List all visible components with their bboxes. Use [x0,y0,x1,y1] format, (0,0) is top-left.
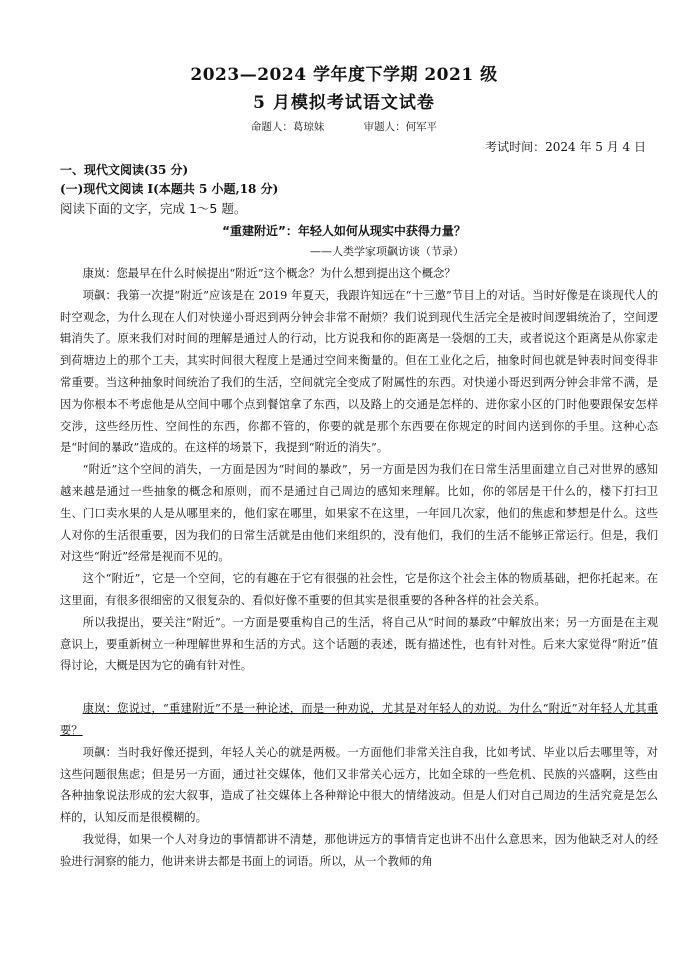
paragraph: 康岚：您最早在什么时候提出“附近”这个概念？为什么想到提出这个概念？ [82,267,456,280]
article-body [60,263,658,873]
instruction-text: 阅读下面的文字，完成 1～5 题。 [60,201,247,216]
reviewer-label: 审题人：何军平 [363,121,438,133]
paragraph: 我觉得，如果一个人对身边的事情都讲不清楚，那他讲远方的事情肯定也讲不出什么意思来，因为他缺乏对人的经验进行洞察的能力，他讲来讲去都是书面上的词语。所以，从一个教师的角 [60,832,658,868]
paragraph: 项飙：当时我好像还提到，年轻人关心的就是两极。一方面他们非常关注自我，比如考试、毕业以后去哪里等，对这些问题很焦虑；但是另一方面，通过社交媒体，他们又非常关心远方，比如全球的一些危机、民族的兴盛啊，这些由各种抽象说法形成的宏大叙事，造成了社交媒体上各种辩论中很大的情绪波动。但是人们对自己周边的生活究竟是怎么样的，认知反而是很模糊的。 [60,745,658,825]
exam-title: 2023—2024 学年度下学期 2021 级 [190,65,498,85]
author-label: 命题人：葛琼妹 [250,121,325,133]
paragraph: 项飙：我第一次提“附近”应该是在 2019 年夏天，我跟许知远在“十三邀”节目上的对话。当时好像是在谈现代人的时空观念，为什么现在人们对快递小哥迟到两分钟会非常不耐烦？我们说到现代生活完全是被时间逻辑统治了，空间逻辑消失了。原来我们对时间的理解是通过人的行动，比方说我和你的距离是一袋烟的工夫，或者说这个距离是从你家走到荷塘边上的那个工夫，其实时间很大程度上是通过空间来衡量的。但在工业化之后，抽象时间也就是钟表时间变得非常重要。当这种抽象时间统治了我们的生活，空间就完全变成了附属性的东西。对快递小哥迟到两分钟会非常不满，是因为你根本不考虑他是从空间中哪个点到餐馆拿了东西，以及路上的交通是怎样的、进你家小区的门时他要跟保安怎样交涉，这些经历性、空间性的东西，你都不管的，你要的就是那个东西要在你规定的时间内送到你的手里。这种心态是“时间的暴政”造成的。在这样的场景下，我提到“附近的消失”。 [60,288,658,455]
exam-subtitle: 5 月模拟考试语文试卷 [253,93,435,113]
article-title: “重建附近”：年轻人如何从现实中获得力量？ [222,224,466,238]
section-heading: 一、现代文阅读(35 分) [60,163,189,177]
paragraph: “附近”这个空间的消失，一方面是因为“时间的暴政”，另一方面是因为我们在日常生活里面建立自己对世界的感知越来越是通过一些抽象的概念和原则，而不是通过自己周边的感知来理解。比如，你的邻居是干什么的，楼下打扫卫生、门口卖水果的人是从哪里来的，他们家在哪里，如果家不在这里，一年回几次家，他们的焦虑和梦想是什么。这些人对你的生活很重要，因为我们的日常生活就是由他们来组织的，没有他们，我们的生活不能够正常运行。但是，我们对这些“附近”经常是视而不见的。 [60,463,658,564]
subsection-heading: (一)现代文阅读 I(本题共 5 小题,18 分) [60,182,279,196]
paragraph: 所以我提出，要关注“附近”。一方面是要重构自己的生活，将自己从“时间的暴政”中解放出来；另一方面是在主观意识上，要重新树立一种理解世界和生活的方式。这个话题的表述，既有描述性，也有针对性。后来大家觉得“附近”值得讨论，大概是因为它的确有针对性。 [60,615,658,673]
exam-time: 考试时间：2024 年 5 月 4 日 [485,140,646,154]
paragraph-underlined: 康岚：您说过，“重建附近”不是一种论述，而是一种劝说，尤其是对年轻人的劝说。为什么“附近”对年轻人尤其重要？ [60,702,658,737]
paragraph: 这个“附近”，它是一个空间，它的有趣在于它有很强的社会性，它是你这个社会主体的物质基础，把你托起来。在这里面，有很多很细密的又很复杂的、看似好像不重要的但其实是很重要的各种各样的社会关系。 [60,572,658,607]
author-line [0,119,688,134]
article-subtitle: ——人类学家项飙访谈（节录） [310,245,464,258]
